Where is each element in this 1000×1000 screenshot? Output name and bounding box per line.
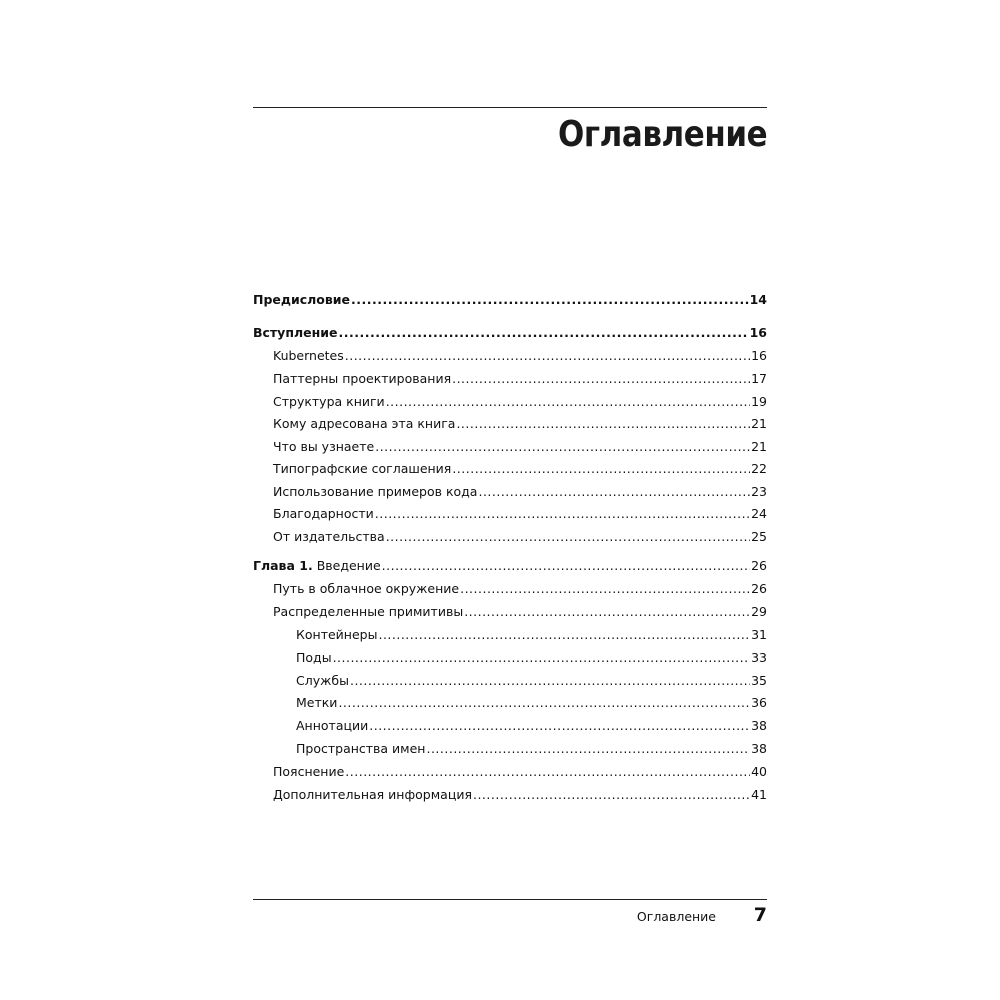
- toc-entry-title: Структура книги: [273, 394, 385, 409]
- dot-leader: [351, 290, 749, 310]
- dot-leader: [338, 693, 750, 713]
- dot-leader: [452, 459, 750, 479]
- bottom-rule: [253, 899, 767, 900]
- dot-leader: [338, 323, 748, 343]
- dot-leader: [460, 579, 750, 599]
- toc-entry-title: Кому адресована эта книга: [273, 416, 456, 431]
- toc-entry-page-number: 31: [751, 627, 767, 642]
- toc-entry-page-number: 16: [749, 325, 767, 340]
- toc-entry: [273, 346, 767, 366]
- toc-entry: [273, 504, 767, 524]
- toc-entry-page-number: 21: [751, 416, 767, 431]
- toc-entry-page-number: 25: [751, 529, 767, 544]
- toc-entry-title: Контейнеры: [296, 627, 378, 642]
- toc-entry: [273, 602, 767, 622]
- toc-entry-title: Типографские соглашения: [273, 461, 452, 476]
- toc-entry-title: Службы: [296, 673, 349, 688]
- toc-entry: [296, 671, 767, 691]
- toc-entry-page-number: 17: [751, 371, 767, 386]
- dot-leader: [382, 556, 750, 576]
- toc-entry-page-number: 33: [751, 650, 767, 665]
- toc-entry-page-number: 38: [751, 741, 767, 756]
- toc-entry: [273, 459, 767, 479]
- toc-entry-title: Паттерны проектирования: [273, 371, 452, 386]
- toc-entry: [273, 785, 767, 805]
- toc-entry-page-number: 24: [751, 506, 767, 521]
- toc-entry-title: Поды: [296, 650, 332, 665]
- dot-leader: [369, 716, 750, 736]
- toc-entry-title: Аннотации: [296, 718, 369, 733]
- dot-leader: [375, 504, 750, 524]
- toc-entry-title: Благодарности: [273, 506, 374, 521]
- toc-entry: [273, 762, 767, 782]
- dot-leader: [375, 437, 750, 457]
- toc-entry-page-number: 26: [751, 581, 767, 596]
- dot-leader: [345, 346, 750, 366]
- dot-leader: [345, 762, 750, 782]
- toc-entry: [273, 369, 767, 389]
- dot-leader: [473, 785, 750, 805]
- toc-entry-title: От издательства: [273, 529, 385, 544]
- page-title: Оглавление: [557, 114, 767, 155]
- toc-entry: [273, 527, 767, 547]
- toc-entry-page-number: 29: [751, 604, 767, 619]
- toc-entry: [253, 323, 767, 343]
- toc-entry-page-number: 36: [751, 695, 767, 710]
- toc-entry-page-number: 40: [751, 764, 767, 779]
- dot-leader: [333, 648, 751, 668]
- dot-leader: [386, 392, 750, 412]
- top-rule: [253, 107, 767, 108]
- dot-leader: [426, 739, 750, 759]
- toc-entry-title: Вступление: [253, 325, 338, 340]
- toc-entry-page-number: 35: [751, 673, 767, 688]
- toc-entry: [296, 625, 767, 645]
- toc-entry-page-number: 21: [751, 439, 767, 454]
- dot-leader: [478, 482, 750, 502]
- toc-entry-page-number: 23: [751, 484, 767, 499]
- toc-entry: [273, 414, 767, 434]
- chapter-label: Глава 1.: [253, 558, 313, 573]
- toc-entry: [253, 290, 767, 310]
- toc-entry-title: Пространства имен: [296, 741, 426, 756]
- toc-entry: [273, 579, 767, 599]
- toc-entry: [296, 716, 767, 736]
- toc-entry-title: Использование примеров кода: [273, 484, 478, 499]
- toc-entry-page-number: 26: [751, 558, 767, 573]
- toc-entry-page-number: 19: [751, 394, 767, 409]
- toc-entry-title: Пояснение: [273, 764, 345, 779]
- toc-entry: [273, 482, 767, 502]
- toc-entry-page-number: 16: [751, 348, 767, 363]
- running-footer-title: Оглавление: [636, 909, 716, 924]
- dot-leader: [386, 527, 750, 547]
- toc-entry-page-number: 14: [749, 292, 767, 307]
- dot-leader: [378, 625, 750, 645]
- toc-entry-title: Дополнительная информация: [273, 787, 472, 802]
- toc-entry-page-number: 41: [751, 787, 767, 802]
- toc-entry-title: Что вы узнаете: [273, 439, 375, 454]
- toc-entry-page-number: 22: [751, 461, 767, 476]
- toc-entry-title: Распределенные примитивы: [273, 604, 464, 619]
- toc-entry-page-number: 38: [751, 718, 767, 733]
- dot-leader: [464, 602, 750, 622]
- toc-entry: [253, 556, 767, 576]
- toc-entry: [296, 693, 767, 713]
- toc-entry: [296, 739, 767, 759]
- dot-leader: [350, 671, 750, 691]
- toc-entry: [273, 437, 767, 457]
- toc-entry-title: Предисловие: [253, 292, 351, 307]
- toc-entry-title: Метки: [296, 695, 338, 710]
- toc-entry: [296, 648, 767, 668]
- toc-entry-title: Kubernetes: [273, 348, 344, 363]
- dot-leader: [452, 369, 750, 389]
- page-number: 7: [753, 904, 767, 926]
- dot-leader: [456, 414, 750, 434]
- toc-entry-title: Введение: [316, 558, 381, 573]
- toc-entry-title: Путь в облачное окружение: [273, 581, 460, 596]
- toc-entry: [273, 392, 767, 412]
